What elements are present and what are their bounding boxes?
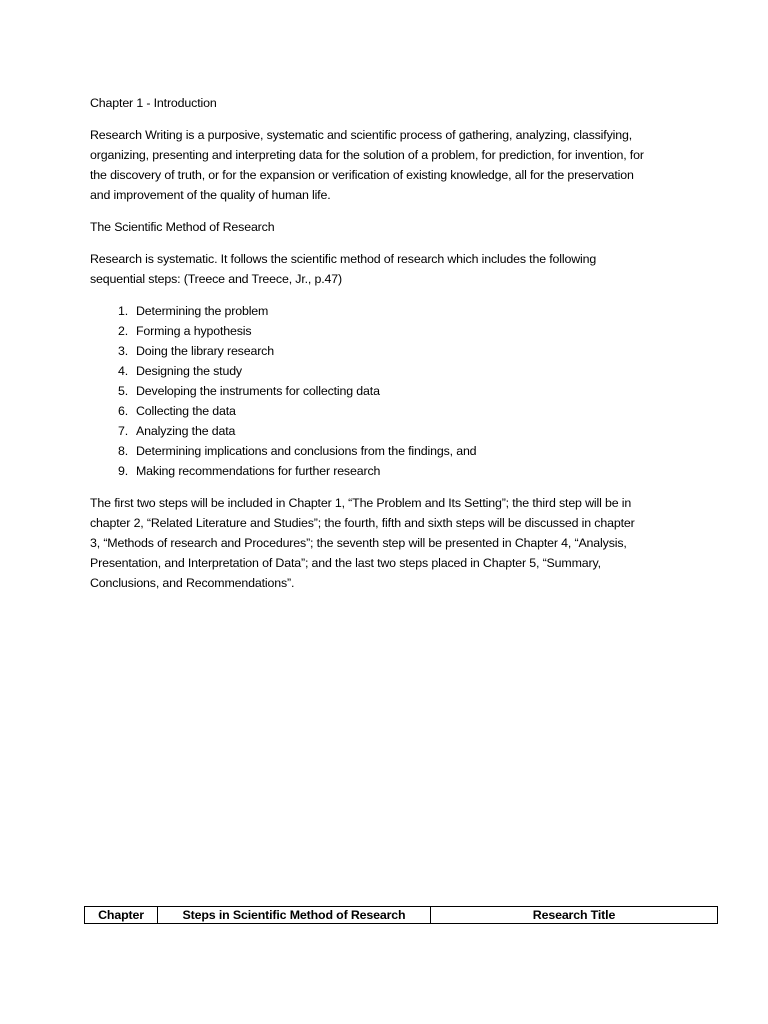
step-number: 1. — [117, 304, 128, 318]
list-item — [90, 421, 646, 441]
step-text: Developing the instruments for collecting data — [136, 384, 380, 398]
chapters-paragraph: The first two steps will be included in Chapter 1, “The Problem and Its Setting”; the third step will be in chapter 2, “Related Literature and Studies”; the fourth, fifth and sixth steps will be discussed in chapter 3, “Methods of research and Procedures”; the seventh step will be presented in Chapter 4, “Analysis, Presentation, and Interpretation of Data”; and the last two steps placed in Chapter 5, “Summary, Conclusions, and Recommendations”. — [90, 496, 635, 590]
step-text: Making recommendations for further research — [136, 464, 381, 478]
column-header-chapter: Chapter — [85, 907, 158, 924]
chapter-heading: Chapter 1 - Introduction — [90, 96, 217, 110]
table-header-row — [85, 907, 718, 924]
step-number: 8. — [117, 444, 128, 458]
list-item — [90, 321, 646, 341]
list-item — [90, 401, 646, 421]
section-title: The Scientific Method of Research — [90, 220, 275, 234]
column-header-steps: Steps in Scientific Method of Research — [158, 907, 431, 924]
column-header-research-title: Research Title — [431, 907, 718, 924]
step-number: 2. — [117, 324, 128, 338]
list-item — [90, 441, 646, 461]
document-body — [90, 93, 646, 605]
step-text: Determining the problem — [136, 304, 269, 318]
step-text: Forming a hypothesis — [136, 324, 252, 338]
step-text: Doing the library research — [136, 344, 274, 358]
list-item — [90, 341, 646, 361]
step-text: Analyzing the data — [136, 424, 236, 438]
research-table — [84, 906, 718, 924]
step-number: 6. — [117, 404, 128, 418]
step-number: 3. — [117, 344, 128, 358]
list-item — [90, 461, 646, 481]
steps-list — [90, 301, 646, 481]
step-text: Collecting the data — [136, 404, 236, 418]
step-number: 7. — [117, 424, 128, 438]
step-number: 4. — [117, 364, 128, 378]
step-number: 9. — [117, 464, 128, 478]
step-number: 5. — [117, 384, 128, 398]
intro-paragraph: Research Writing is a purposive, systematic and scientific process of gathering, analyzing, classifying, organizing, presenting and interpreting data for the solution of a problem, for prediction, for invention, for the discovery of truth, or for the expansion or verification of existing knowledge, all for the preservation and improvement of the quality of human life. — [90, 128, 644, 202]
list-item — [90, 361, 646, 381]
method-paragraph: Research is systematic. It follows the scientific method of research which includes the following sequential steps: (Treece and Treece, Jr., p.47) — [90, 252, 597, 286]
step-text: Determining implications and conclusions from the findings, and — [136, 444, 477, 458]
step-text: Designing the study — [136, 364, 242, 378]
list-item — [90, 301, 646, 321]
list-item — [90, 381, 646, 401]
